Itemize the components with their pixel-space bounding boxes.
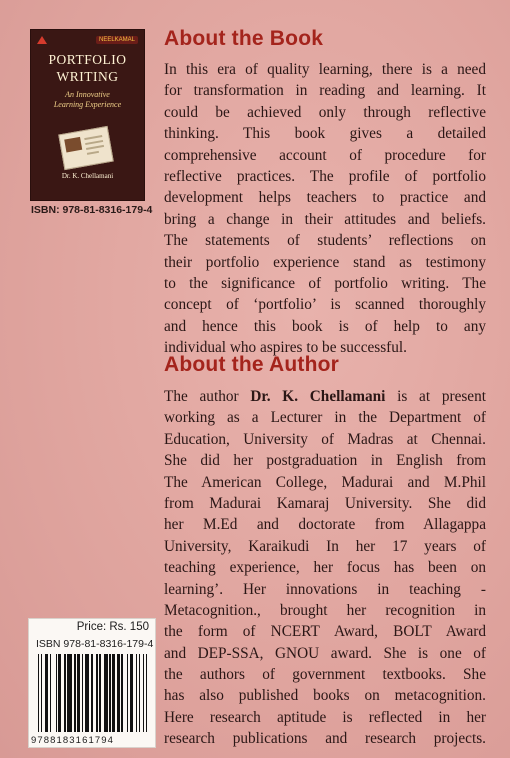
text-line: has also published books on metacognition. — [164, 687, 486, 705]
text-line: University, Karaikudi In her 17 years of — [164, 537, 486, 555]
text-line: and DEP-SSA, GNOU award. She is one of — [164, 644, 486, 662]
thumb-subtitle-line1: An Innovative — [65, 90, 110, 99]
barcode-icon — [38, 654, 148, 732]
text-line: bring a change in their attitudes and beliefs. — [164, 210, 486, 228]
text-line: concept of ‘portfolio’ is scanned thoroughly — [164, 296, 486, 314]
about-author-heading: About the Author — [164, 353, 340, 376]
price-barcode-sticker — [28, 618, 156, 748]
text-line: research publications and research projects. — [164, 730, 486, 748]
thumb-author: Dr. K. Chellamani — [61, 172, 114, 180]
text-line: Here research aptitude is reflected in her — [164, 708, 486, 726]
text-line: teaching experience, her focus has been on — [164, 559, 486, 577]
text-line: their portfolio experience stand as testimony — [164, 253, 486, 271]
text-line: learning’. Her innovations in teaching - — [164, 580, 486, 598]
text-line: The statements of students’ reflections on — [164, 232, 486, 250]
text-line: and hence this book is of help to any — [164, 317, 486, 335]
publisher-badge: NEELKAMAL — [96, 36, 138, 44]
text-line: from Madurai Kamaraj University. She did — [164, 494, 486, 512]
text-line: In this era of quality learning, there is a need — [164, 61, 486, 78]
about-author-text — [164, 386, 486, 750]
book-cover-thumbnail — [31, 30, 144, 200]
text-line: to the significance of portfolio writing. The — [164, 274, 486, 292]
text-line: thinking. This book gives a detailed — [164, 125, 486, 143]
thumb-title-line2: WRITING — [56, 69, 119, 84]
about-book-heading: About the Book — [164, 27, 324, 50]
text-line: Education, University of Madras at Chennai. — [164, 430, 486, 448]
isbn-label: ISBN 978-81-8316-179-4 — [36, 638, 154, 650]
text-line: working as a Lecturer in the Department of — [164, 409, 486, 427]
text-line: reflective practices. The profile of portfolio — [164, 167, 486, 185]
publisher-logo-icon — [37, 36, 47, 44]
about-book-text — [164, 59, 486, 358]
text-line: individual who aspires to be successful. — [164, 339, 408, 357]
text-line: development helps teachers to practice and — [164, 189, 486, 207]
text-line: the authors of government textbooks. She — [164, 666, 486, 684]
text-line: Metacognition., brought her recognition in — [164, 601, 486, 619]
text-line: comprehensive account of procedure for — [164, 146, 486, 164]
price-label: Price: Rs. 150 — [76, 621, 149, 633]
isbn-side-label: ISBN: 978-81-8316-179-4 — [31, 204, 153, 216]
thumb-subtitle-line2: Learning Experience — [53, 100, 122, 109]
text-line: The author Dr. K. Chellamani is at present — [164, 388, 486, 405]
text-line: for transformation in reading and learning. It — [164, 82, 486, 100]
text-line: her M.Ed and doctorate from Allagappa — [164, 516, 486, 534]
text-line: The American College, Madurai and M.Phil — [164, 473, 486, 491]
cover-illustration-icon — [58, 126, 113, 170]
barcode-digits: 9788183161794 — [31, 735, 114, 746]
thumb-title-line1: PORTFOLIO — [48, 52, 127, 67]
text-line: She did her postgraduation in English from — [164, 452, 486, 470]
author-name: Dr. K. Chellamani — [250, 388, 386, 405]
text-line: could be achieved only through reflective — [164, 103, 486, 121]
text-line: the form of NCERT Award, BOLT Award — [164, 623, 486, 641]
